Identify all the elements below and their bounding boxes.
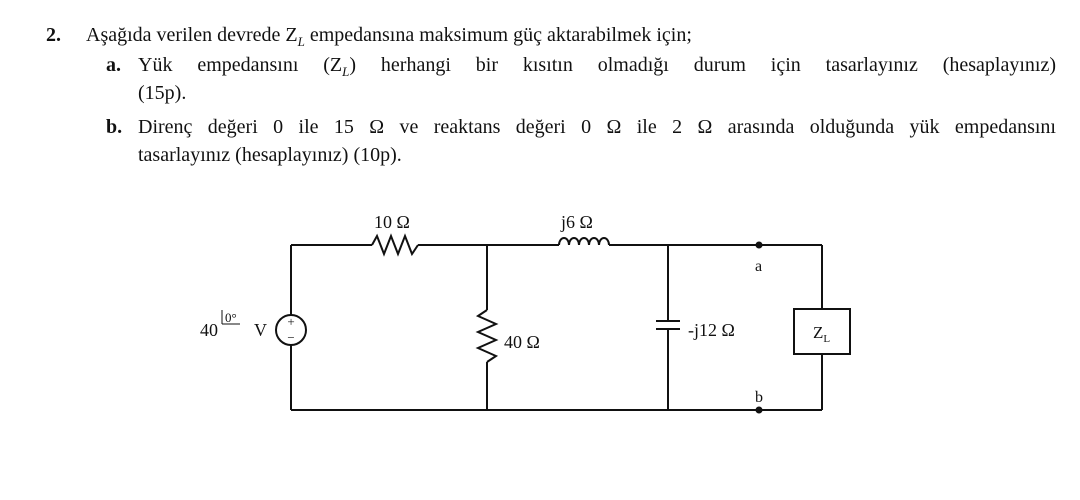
resistor-40-label: 40 Ω	[504, 332, 540, 352]
resistor-10-symbol	[372, 236, 418, 254]
inductor-symbol	[559, 238, 609, 245]
question-block	[46, 22, 1056, 166]
load-letter: Z	[813, 323, 824, 342]
part-a-post: ) herhangi bir kısıtın olmadığı durum için tasarlayınız (hesaplayınız)	[349, 54, 1056, 76]
load-label	[813, 323, 830, 345]
circuit-wires	[276, 236, 850, 410]
intro-text: Aşağıda verilen devrede Z	[86, 24, 298, 46]
question-number: 2.	[46, 24, 61, 46]
source-plus: +	[287, 314, 295, 329]
terminal-a-dot	[756, 242, 763, 249]
question-text	[86, 22, 692, 55]
resistor-10-label: 10 Ω	[374, 212, 410, 232]
part-a-pre: Yük empedansını (Z	[138, 54, 343, 76]
node-b-label: b	[755, 389, 763, 406]
source-unit: V	[254, 320, 267, 340]
part-a-label: a.	[106, 54, 121, 76]
part-a-line1	[138, 52, 1056, 80]
part-a-subscript: L	[342, 64, 350, 79]
part-b-line1: Direnç değeri 0 ile 15 Ω ve reaktans değeri 0 Ω ile 2 Ω arasında olduğunda yük empedansını	[138, 116, 1056, 138]
load-subscript: L	[823, 333, 831, 345]
circuit-svg	[0, 190, 1080, 490]
resistor-40-symbol	[478, 310, 496, 362]
circuit-diagram	[0, 190, 1080, 490]
part-a-line2: (15p).	[138, 82, 187, 104]
terminal-b-dot	[756, 407, 763, 414]
intro-rest: empedansına maksimum güç aktarabilmek için;	[304, 24, 692, 46]
part-b-line2: tasarlayınız (hesaplayınız) (10p).	[138, 144, 402, 166]
intro-subscript: L	[297, 34, 305, 49]
question-intro	[46, 22, 1056, 49]
capacitor-label: -j12 Ω	[688, 320, 735, 340]
node-a-label: a	[755, 258, 763, 275]
inductor-label: j6 Ω	[561, 212, 593, 232]
part-b-label: b.	[106, 116, 123, 138]
source-minus: −	[287, 330, 295, 345]
source-magnitude: 40	[200, 320, 218, 340]
source-angle: 0°	[225, 310, 237, 325]
